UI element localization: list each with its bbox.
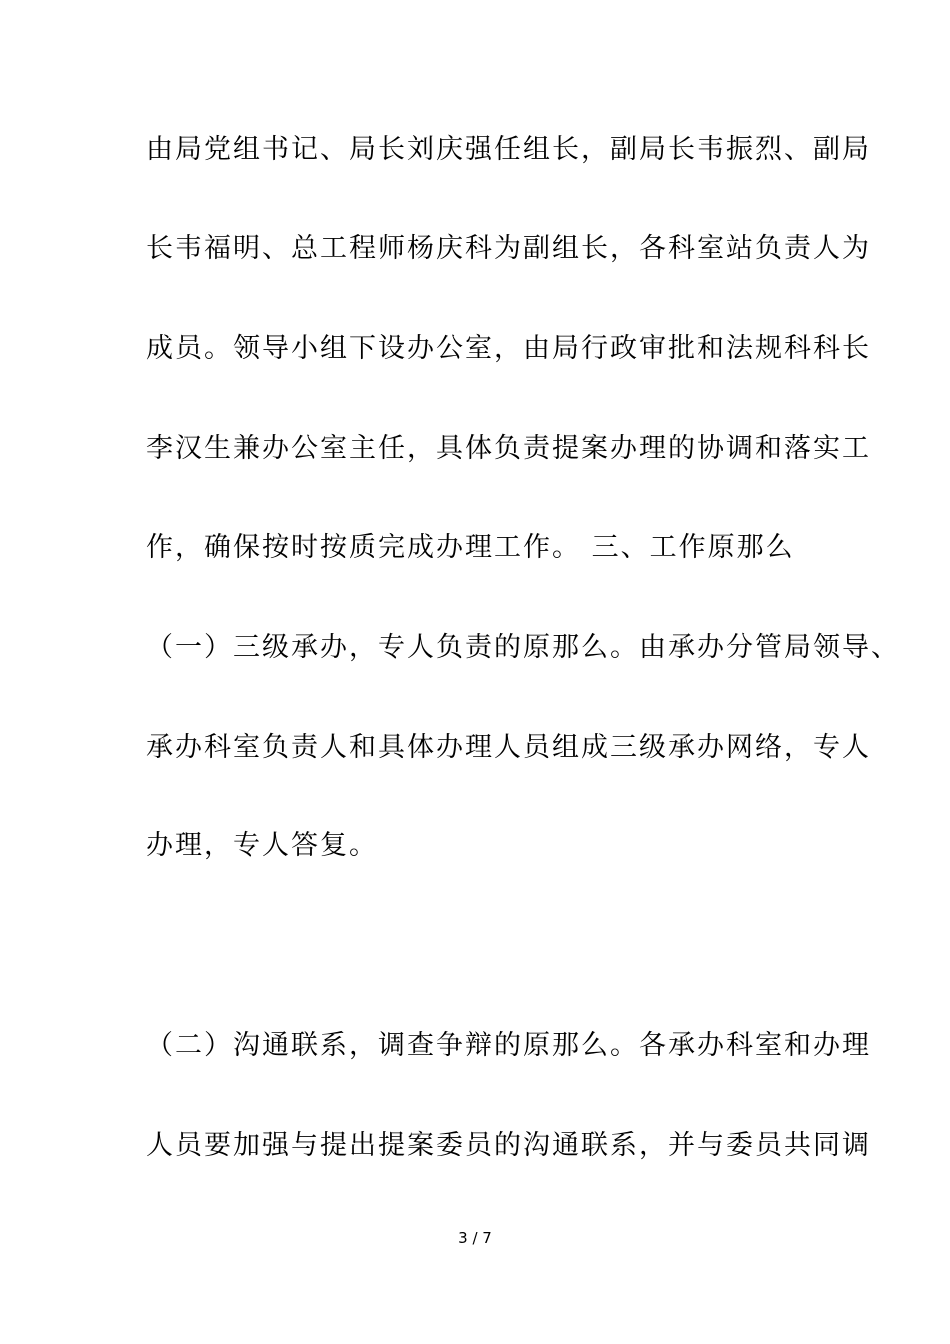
- paragraph-line: （二）沟通联系，调查争辩的原那么。各承办科室和办理: [146, 1030, 871, 1061]
- paragraph-line: 李汉生兼办公室主任，具体负责提案办理的协调和落实工: [146, 433, 871, 464]
- paragraph-line: 由局党组书记、局长刘庆强任组长，副局长韦振烈、副局: [146, 134, 871, 165]
- paragraph-line: 长韦福明、总工程师杨庆科为副组长，各科室站负责人为: [146, 233, 871, 264]
- paragraph-line: 办理，专人答复。: [146, 830, 378, 861]
- paragraph-line: 作，确保按时按质完成办理工作。 三、工作原那么: [146, 532, 795, 563]
- paragraph-line: 承办科室负责人和具体办理人员组成三级承办网络，专人: [146, 732, 871, 763]
- page-number: 3 / 7: [458, 1229, 492, 1247]
- paragraph-line: 人员要加强与提出提案委员的沟通联系，并与委员共同调: [146, 1130, 871, 1161]
- paragraph-line: （一）三级承办，专人负责的原那么。由承办分管局领导、: [146, 632, 900, 663]
- paragraph-line: 成员。领导小组下设办公室，由局行政审批和法规科科长: [146, 333, 871, 364]
